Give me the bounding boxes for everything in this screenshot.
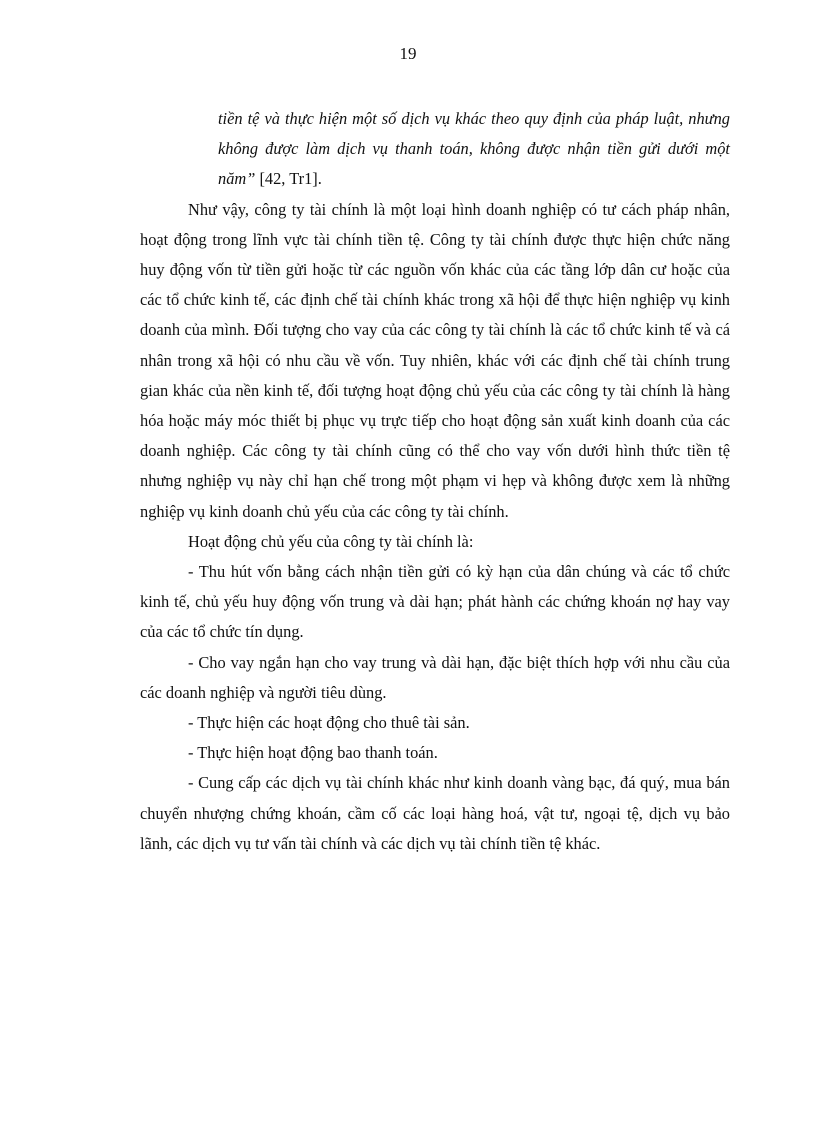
- block-quote: [218, 104, 730, 195]
- activity-item: - Cung cấp các dịch vụ tài chính khác như kinh doanh vàng bạc, đá quý, mua bán chuyển nhượng chứng khoán, cầm cố các loại hàng hoá, vật tư, ngoại tệ, dịch vụ bảo lãnh, các dịch vụ tư vấn tài chính và các dịch vụ tài chính tiền tệ khác.: [140, 773, 730, 853]
- page-number: 19: [399, 44, 417, 63]
- activity-item: - Thực hiện các hoạt động cho thuê tài sản.: [188, 713, 470, 733]
- activity-item: - Thu hút vốn bằng cách nhận tiền gửi có kỳ hạn của dân chúng và các tổ chức kinh tế, chủ yếu huy động vốn trung và dài hạn; phát hành các chứng khoán nợ hay vay của các tổ chức tín dụng.: [140, 562, 730, 642]
- quote-text: tiền tệ và thực hiện một số dịch vụ khác theo quy định của pháp luật, nhưng không được làm dịch vụ thanh toán, không được nhận tiền gửi dưới một năm”: [218, 109, 730, 189]
- body-paragraph: Như vậy, công ty tài chính là một loại hình doanh nghiệp có tư cách pháp nhân, hoạt động trong lĩnh vực tài chính tiền tệ. Công ty tài chính được thực hiện chức năng huy động vốn từ tiền gửi hoặc từ các nguồn vốn khác của các tầng lớp dân cư hoặc của các tổ chức kinh tế, các định chế tài chính khác trong xã hội để thực hiện nghiệp vụ kinh doanh của mình. Đối tượng cho vay của các công ty tài chính là các tổ chức kinh tế và cá nhân trong xã hội có nhu cầu về vốn. Tuy nhiên, khác với các định chế tài chính trung gian khác của nền kinh tế, đối tượng hoạt động chủ yếu của các công ty tài chính là hàng hóa hoặc máy móc thiết bị phục vụ trực tiếp cho hoạt động sản xuất kinh doanh của các doanh nghiệp. Các công ty tài chính cũng có thể cho vay vốn dưới hình thức tiền tệ nhưng nghiệp vụ này chỉ hạn chế trong một phạm vi hẹp và không được xem là những nghiệp vụ kinh doanh chủ yếu của các công ty tài chính.: [140, 199, 730, 521]
- quote-citation: [42, Tr1].: [255, 169, 322, 189]
- activity-item: - Cho vay ngắn hạn cho vay trung và dài hạn, đặc biệt thích hợp với nhu cầu của các doanh nghiệp và người tiêu dùng.: [140, 652, 730, 702]
- activity-item: - Thực hiện hoạt động bao thanh toán.: [188, 743, 438, 763]
- page-content: [140, 104, 730, 859]
- activities-heading: Hoạt động chủ yếu của công ty tài chính là:: [188, 531, 474, 551]
